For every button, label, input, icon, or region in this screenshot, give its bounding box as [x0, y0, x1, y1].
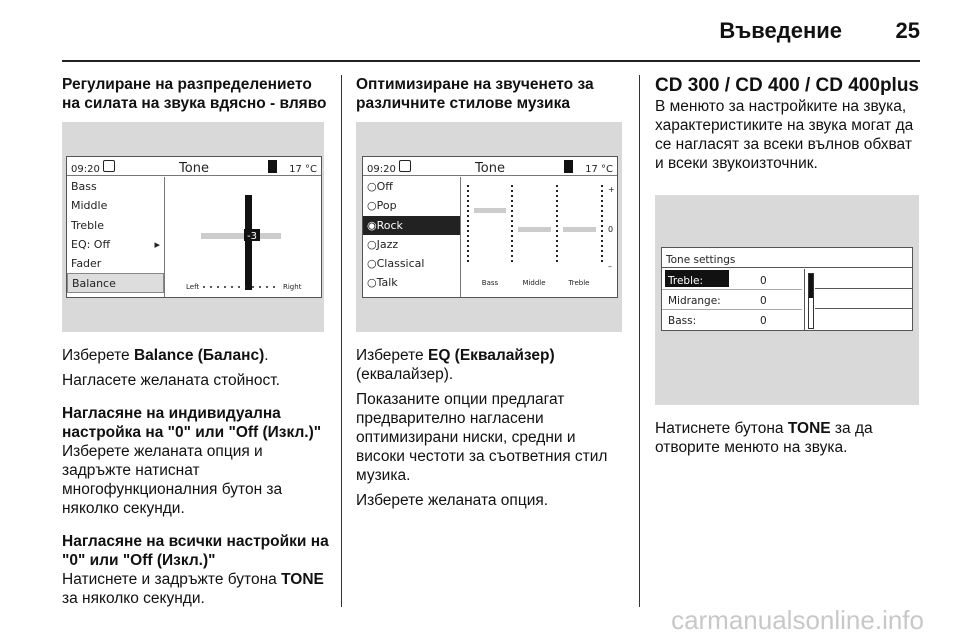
radio-icon: ○ [367, 257, 377, 271]
menu-ref-eq: EQ (Еквалайзер) [427, 347, 555, 364]
column-balance [62, 75, 330, 608]
reset-all-heading: Нагласяне на всички настройки на "0" или "Off (Изкл.)" [62, 533, 329, 569]
treble-value: 0 [760, 275, 767, 287]
reset-single-heading: Нагласяне на индивидуална настройка на "0" или "Off (Изкл.)" [62, 405, 322, 441]
column-divider-1 [341, 75, 342, 607]
tone-instruction [655, 419, 923, 457]
eq-option-label: Off [376, 180, 393, 193]
eq-bar-middle [518, 227, 551, 232]
temperature: 17 °C [289, 164, 317, 175]
divider [815, 288, 912, 289]
text: за да отворите менюто на звука. [655, 420, 873, 456]
menu-item-treble[interactable]: Treble [71, 218, 104, 232]
menu-item-balance[interactable]: Balance [67, 273, 164, 292]
clock: 09:20 [71, 164, 100, 175]
header-rule [62, 60, 920, 62]
balance-value: -3 [247, 231, 257, 242]
text: Изберете [356, 347, 428, 364]
page-number: 25 [895, 18, 920, 43]
row-bass[interactable] [662, 309, 802, 328]
adjust-text: Нагласете желаната стойност. [62, 372, 280, 389]
menu-item-bass[interactable]: Bass [71, 180, 97, 193]
text: Изберете [62, 347, 134, 364]
eq-screenshot [356, 122, 622, 332]
radio-selected-icon: ◉ [367, 218, 377, 232]
clock: 09:20 [367, 164, 396, 175]
chapter-title: Въведение [719, 18, 842, 43]
eq-option-classical[interactable] [363, 254, 460, 273]
radio-icon: ○ [367, 276, 377, 290]
tone-menu [67, 177, 165, 297]
bass-value: 0 [760, 315, 767, 327]
balance-graphic [166, 177, 321, 297]
eq-option-label: Jazz [376, 237, 399, 251]
eq-band-treble: Treble [568, 279, 590, 287]
eq-option-talk[interactable] [363, 273, 460, 292]
eq-bar-treble [563, 227, 596, 232]
row-treble[interactable] [662, 269, 802, 288]
eq-option-label: Talk [376, 276, 398, 290]
balance-indicator [245, 195, 252, 290]
column-cd [655, 75, 923, 457]
menu-item-eq-label: EQ: Off [71, 237, 111, 251]
midrange-label: Midrange: [668, 295, 721, 307]
column-eq [356, 75, 628, 510]
menu-item-fader[interactable]: Fader [71, 257, 102, 271]
eq-option-label: Rock [376, 218, 403, 232]
eq-option-label: Classical [376, 257, 425, 271]
thermometer-icon [268, 160, 277, 173]
eq-band-bass: Bass [481, 279, 499, 287]
button-ref-tone: TONE [787, 420, 831, 437]
radio-icon: ○ [367, 180, 377, 193]
tone-settings-screen [661, 247, 913, 331]
tone-screen-balance [66, 156, 322, 298]
right-label: Right [283, 283, 302, 291]
eq-instruction [356, 346, 628, 384]
balance-track [201, 233, 281, 239]
balance-instruction [62, 346, 330, 365]
eq-description: Показаните опции предлагат предварително нагласени оптимизирани ниски, средни и високи честоти за съответния стил музика. [356, 391, 608, 484]
midrange-value: 0 [760, 295, 767, 307]
eq-options [363, 177, 461, 297]
treble-label: Treble: [665, 270, 729, 287]
eq-graphic [462, 177, 617, 297]
watermark: carmanualsonline.info [671, 605, 924, 635]
text: Натиснете бутона [655, 420, 788, 437]
eq-plus-label: + [608, 185, 615, 194]
scrollbar[interactable] [808, 273, 814, 329]
tone-screen-eq [362, 156, 618, 298]
row-midrange[interactable] [662, 289, 802, 308]
eq-bar-bass [474, 208, 506, 213]
eq-option-jazz[interactable] [363, 235, 460, 254]
screen-title: Tone [179, 161, 209, 176]
reset-all-text [62, 570, 330, 608]
text: . [264, 347, 269, 364]
scrollbar-thumb[interactable] [809, 274, 813, 298]
divider [804, 269, 805, 331]
tone-settings-screenshot [655, 195, 919, 405]
reset-single-text: Изберете желаната опция и задръжте натиснат многофункционалния бутон за няколко секунди. [62, 443, 283, 517]
tone-settings-title: Tone settings [662, 248, 912, 268]
balance-heading: Регулиране на разпределението на силата на звука вдясно - вляво [62, 76, 327, 112]
eq-minus-label: – [608, 262, 612, 271]
screen-title: Tone [475, 161, 505, 176]
balance-screenshot [62, 122, 324, 332]
cd-heading: CD 300 / CD 400 / CD 400plus [655, 75, 919, 96]
bass-label: Bass: [668, 315, 697, 327]
status-bar [67, 157, 321, 176]
eq-option-off[interactable] [363, 177, 460, 196]
eq-select-text: Изберете желаната опция. [356, 492, 549, 509]
divider [815, 308, 912, 309]
status-bar [363, 157, 617, 176]
menu-ref-balance: Balance (Баланс) [133, 347, 265, 364]
radio-icon: ○ [367, 237, 377, 251]
eq-heading: Оптимизиране на звученето за различните стилове музика [356, 76, 594, 112]
eq-option-rock[interactable] [363, 216, 460, 235]
cd-description: В менюто за настройките на звука, характеристиките на звука могат да се нагласят за всеки вълнов обхват и всеки звукоизточник. [655, 98, 914, 172]
eq-band-middle: Middle [522, 279, 546, 287]
column-divider-2 [639, 75, 640, 607]
text: за няколко секунди. [62, 590, 205, 607]
eq-option-label: Pop [376, 199, 397, 213]
temperature: 17 °C [585, 164, 613, 175]
text: Натиснете и задръжте бутона [62, 571, 282, 588]
chevron-right-icon: ▸ [154, 237, 160, 251]
button-ref-tone: TONE [281, 571, 324, 588]
eq-option-pop[interactable] [363, 196, 460, 215]
menu-item-eq[interactable] [67, 235, 164, 254]
left-label: Left [186, 283, 200, 291]
eq-zero-label: 0 [608, 225, 614, 234]
text: (еквалайзер). [356, 366, 454, 383]
radio-icon: ○ [367, 199, 377, 213]
thermometer-icon [564, 160, 573, 173]
menu-item-middle[interactable]: Middle [71, 199, 108, 213]
